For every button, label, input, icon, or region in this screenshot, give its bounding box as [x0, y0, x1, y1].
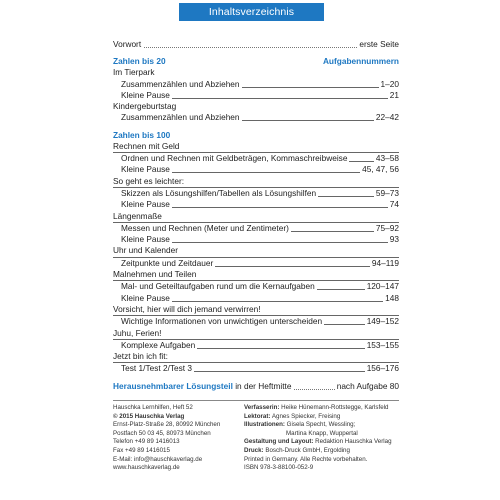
section-heading-zahlen-bis-100: Zahlen bis 100 — [113, 129, 171, 140]
toc-group-mal: Malnehmen und Teilen — [113, 269, 399, 281]
column-heading: Aufgabennummern — [322, 56, 399, 67]
toc-entry: Wichtige Informationen von unwichtigen unterscheiden 149–152 — [121, 316, 399, 327]
publisher-info: Hauschka Lernhilfen, Heft 52 © 2015 Hauschka Verlag Ernst-Platz-Straße 28, 80992 München Postfach 50 03 45, 80973 München Telefon +49 89 1416013 Fax +49 89 1416015 E-Mail: info@hauschkaverlag.de www.hauschkaverlag.de — [113, 404, 221, 472]
toc-entry: Zeitpunkte und Zeitdauer 94–119 — [121, 257, 399, 268]
toc-group-geld: Rechnen mit Geld — [113, 141, 399, 153]
toc-group-laengen: Längenmaße — [113, 211, 399, 223]
toc-entry: Skizzen als Lösungshilfen/Tabellen als Lösungshilfen 59–73 — [121, 187, 399, 198]
toc-entry: Ordnen und Rechnen mit Geldbeträgen, Kommaschreibweise 43–58 — [121, 153, 399, 164]
table-of-contents — [113, 39, 399, 392]
toc-group-kindergeburtstag: Kindergeburtstag — [113, 101, 177, 112]
toc-entry: Test 1/Test 2/Test 3 156–176 — [121, 363, 399, 374]
toc-entry: Kleine Pause 45, 47, 56 — [121, 164, 399, 175]
page-title: Inhaltsverzeichnis — [179, 3, 324, 21]
toc-entry: Kleine Pause 21 — [121, 89, 399, 100]
toc-group-uhr: Uhr und Kalender — [113, 245, 399, 257]
toc-entry: Messen und Rechnen (Meter und Zentimeter) 75–92 — [121, 222, 399, 233]
toc-entry: Zusammenzählen und Abziehen 1–20 — [121, 78, 399, 89]
toc-entry-loesungsteil: Herausnehmbarer Lösungsteil in der Heftmitte nach Aufgabe 80 — [113, 380, 399, 391]
leader-dots — [113, 47, 399, 48]
toc-entry: Kleine Pause 74 — [121, 199, 399, 210]
toc-group-leichter: So geht es leichter: — [113, 176, 399, 188]
toc-entry: Zusammenzählen und Abziehen 22–42 — [121, 112, 399, 123]
footer-divider — [113, 400, 399, 401]
toc-entry: Komplexe Aufgaben 153–155 — [121, 339, 399, 350]
section-heading-zahlen-bis-20: Zahlen bis 20 Aufgabennummern — [113, 56, 399, 67]
toc-group-juhu: Juhu, Ferien! — [113, 328, 399, 340]
credits: Verfasserin: Heike Hünemann-Rottstegge, Karlsfeld Lektorat: Agnes Spiecker, Freising Illustrationen: Gisela Specht, Wessling; Martina Knapp, Wuppertal Gestaltung und Layout: Redaktion Hauschka Verlag Druck: Bosch-Druck GmbH, Ergolding Printed in Germany. Alle Rechte vorbehalten. ISBN 978-3-88100-052-9 — [244, 404, 392, 472]
toc-group-fit: Jetzt bin ich fit: — [113, 351, 399, 363]
toc-group-tierpark: Im Tierpark — [113, 67, 155, 78]
toc-entry: Kleine Pause 93 — [121, 234, 399, 245]
toc-group-vorsicht: Vorsicht, hier will dich jemand verwirren! — [113, 304, 399, 316]
toc-entry: Mal- und Geteiltaufgaben rund um die Kernaufgaben 120–147 — [121, 281, 399, 292]
toc-entry-vorwort: Vorwort erste Seite — [113, 39, 399, 49]
toc-entry: Kleine Pause 148 — [121, 292, 399, 303]
